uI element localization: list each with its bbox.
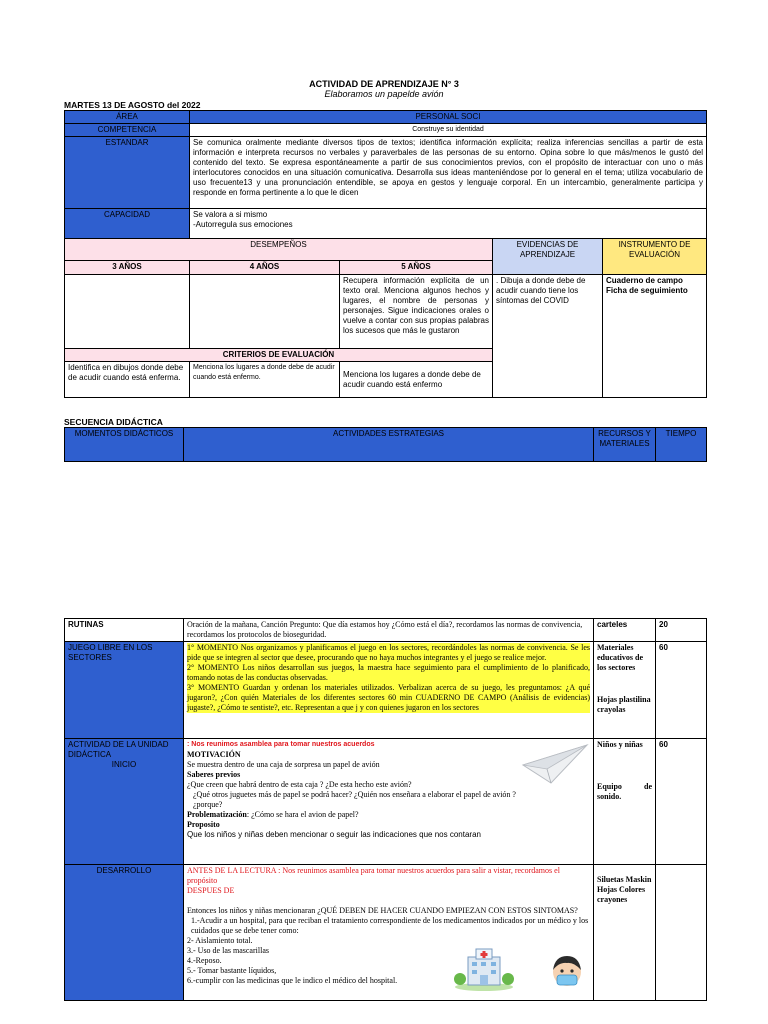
area-label: ÁREA <box>65 111 190 124</box>
desarrollo-recursos: Siluetas Maskin Hojas Colores crayones <box>594 865 656 1001</box>
juego-tiempo: 60 <box>656 642 707 739</box>
age-5-header: 5 AÑOS <box>340 261 493 275</box>
problematizacion-label: Problematización <box>187 810 247 819</box>
saberes-heading: Saberes previos <box>187 770 241 779</box>
activity-title: ACTIVIDAD DE APRENDIZAJE N° 3 <box>309 79 459 89</box>
juego-paragraph: 1° MOMENTO Nos organizamos y planificamos el juego en los sectores, recordándoles las normas de convivencia. Se les pide que se integren al sector que desee, procurando que no haya muchos integrantes y el juego se realice mejor. <box>187 643 590 662</box>
col-momentos: MOMENTOS DIDÁCTICOS <box>65 428 184 462</box>
estandar-label: ESTANDAR <box>65 137 190 209</box>
juego-paragraph: 2° MOMENTO Los niños desarrollan sus juegos, la maestra hace seguimiento para el cumplimiento de lo planificado, tomando notas de las conductas observadas. <box>187 663 590 682</box>
juego-recurso-item: Materiales educativos de los sectores <box>597 643 643 672</box>
desempeno-4 <box>190 275 340 349</box>
motivacion-text: Se muestra dentro de una caja de sorpresa un papel de avión <box>187 760 380 769</box>
juego-label: JUEGO LIBRE EN LOS SECTORES <box>65 642 184 739</box>
criterios-header: CRITERIOS DE EVALUACIÓN <box>65 349 493 362</box>
activity-subtitle: Elaboramos un papelde avión <box>324 89 444 99</box>
desarrollo-item: 1.-Acudir a un hospital, para que reciban el tratamiento correspondiente de los medicamentos indicados por un médico y los cuidados que se debe tener como: <box>191 916 589 935</box>
desarrollo-item: 4.-Reposo. <box>187 956 222 965</box>
desarrollo-item: 6.-cumplir con las medicinas que le indico el médico del hospital. <box>187 976 398 985</box>
col-actividades: ACTIVIDADES ESTRATEGIAS <box>184 428 594 462</box>
asamblea-note: : Nos reunimos asamblea para tomar nuestros acuerdos <box>187 741 375 748</box>
desarrollo-intro: Entonces los niños y niñas mencionaran ¿QUÉ DEBEN DE HACER CUANDO EMPIEZAN CON ESTOS SINTOMAS? <box>187 906 578 915</box>
secuencia-header-table <box>64 427 707 462</box>
actividad-recursos <box>594 739 656 865</box>
desarrollo-item: 2- Aislamiento total. <box>187 936 253 945</box>
estandar-value: Se comunica oralmente mediante diversos tipos de textos; identifica información explícita; realiza inferencias sencillas a partir de esta información e interpreta recursos no verbales y paraverbales de las personas de su entorno. Opina sobre lo que más/menos le gustó del contenido del texto. Se expresa espontáneamente a partir de sus conocimientos previos, con el propósito de interactuar con uno o más interlocutores conocidos en una situación comunicativa. Desarrolla sus ideas manteniéndose por lo general en el tema; utiliza vocabulario de uso frecuente13 y una pronunciación entendible, se apoya en gestos y lenguaje corporal. En un intercambio, generalmente participa y responde en forma pertinente a lo que le dicen <box>190 137 707 209</box>
problematizacion-text: : ¿Cómo se hara el avion de papel? <box>246 810 359 819</box>
rutinas-label: RUTINAS <box>65 619 184 642</box>
secuencia-title: SECUENCIA DIDÁCTICA <box>64 417 163 427</box>
actividad-recurso-item: Niños y niñas <box>597 740 643 749</box>
antes-lectura: ANTES DE LA LECTURA : Nos reunimos asamblea para tomar nuestros acuerdos para salir a vistar, recordamos el propósito <box>187 866 560 885</box>
capacidad-item: Se valora a si mismo <box>193 210 268 219</box>
capacidad-label: CAPACIDAD <box>65 209 190 239</box>
desempenos-header: DESEMPEÑOS <box>65 239 493 261</box>
inicio-label: INICIO <box>111 760 137 769</box>
criterio-4: Menciona los lugares a donde debe de acudir cuando está enfermo. <box>190 362 340 398</box>
actividad-title: ACTIVIDAD DE LA UNIDAD DIDÁCTICA <box>68 740 169 759</box>
criterio-3: Identifica en dibujos donde debe de acudir cuando está enferma. <box>65 362 190 398</box>
age-3-header: 3 AÑOS <box>65 261 190 275</box>
actividad-recurso-item: Equipo de sonido. <box>597 782 652 801</box>
instrumento-item: Ficha de seguimiento <box>606 286 688 295</box>
actividad-text <box>184 739 594 865</box>
instrumento-header: INSTRUMENTO DE EVALUACIÓN <box>603 239 707 275</box>
juego-recursos <box>594 642 656 739</box>
despues-de: DESPUES DE <box>187 886 235 895</box>
instrumento-value <box>603 275 707 398</box>
age-4-header: 4 AÑOS <box>190 261 340 275</box>
evidencia-value: . Dibuja a donde debe de acudir cuando tiene los síntomas del COVID <box>493 275 603 398</box>
desarrollo-item: 3.- Uso de las mascarillas <box>187 946 269 955</box>
juego-recurso-item: Hojas plastilina crayolas <box>597 695 651 714</box>
capacidad-value <box>190 209 707 239</box>
juego-text <box>184 642 594 739</box>
proposito-label: Proposito <box>187 820 220 829</box>
hospital-image <box>454 945 514 991</box>
desarrollo-label: DESARROLLO <box>65 865 184 1001</box>
col-tiempo: TIEMPO <box>656 428 707 462</box>
area-value: PERSONAL SOCI <box>190 111 707 124</box>
saberes-question: ¿Qué otros juguetes más de papel se podrá hacer? ¿Quién nos enseñara a elaborar el papel de avión ? ¿porque? <box>193 790 516 809</box>
capacidad-item: -Autorregula sus emociones <box>193 220 293 229</box>
activity-date: MARTES 13 DE AGOSTO del 2022 <box>64 100 201 110</box>
rutinas-recursos: carteles <box>594 619 656 642</box>
child-with-mask-image <box>550 953 584 989</box>
paper-airplane-image <box>521 743 589 785</box>
competencia-label: COMPETENCIA <box>65 124 190 137</box>
evidencias-header: EVIDENCIAS DE APRENDIZAJE <box>493 239 603 275</box>
actividad-label <box>65 739 184 865</box>
col-recursos: RECURSOS Y MATERIALES <box>594 428 656 462</box>
desarrollo-tiempo <box>656 865 707 1001</box>
activities-table <box>64 618 707 1001</box>
desempeno-3 <box>65 275 190 349</box>
desarrollo-text <box>184 865 594 1001</box>
problematizacion-line <box>187 810 590 820</box>
desempeno-5: Recupera información explícita de un texto oral. Menciona algunos hechos y lugares, el nombre de personas y personajes. Sigue indicaciones orales o vuelve a contar con sus propias palabras los sucesos que más le gustaron <box>340 275 493 349</box>
rutinas-text: Oración de la mañana, Canción Pregunto: Que día estamos hoy ¿Cómo está el día?, recordamos las normas de convivencia, recordamos los protocolos de bioseguridad. <box>184 619 594 642</box>
juego-paragraph: 3° MOMENTO Guardan y ordenan los materiales utilizados. Verbalizan acerca de su juego, les preguntamos: ¿A qué jugaron?, ¿Con quién Materiales de los diferentes sectores 60 min CUADERNO DE CAMPO (Análisis de evidencias) jugaste?, ¿Cómo te sentiste?, etc. Representan a que j y con quienes jugaron en los sectores <box>187 683 590 712</box>
rutinas-tiempo: 20 <box>656 619 707 642</box>
competencia-value: Construye su identidad <box>190 124 707 137</box>
motivacion-heading: MOTIVACIÓN <box>187 750 241 759</box>
proposito-text: Que los niños y niñas deben mencionar o seguir las indicaciones que nos contaran <box>187 830 481 839</box>
instrumento-item: Cuaderno de campo <box>606 276 683 285</box>
planning-table <box>64 110 707 398</box>
desarrollo-item: 5.- Tomar bastante líquidos, <box>187 966 277 975</box>
actividad-tiempo: 60 <box>656 739 707 865</box>
saberes-question: ¿Que creen que habrá dentro de esta caja ? ¿De esta hecho este avión? <box>187 780 412 789</box>
criterio-5: Menciona los lugares a donde debe de acudir cuando está enfermo <box>340 362 493 398</box>
